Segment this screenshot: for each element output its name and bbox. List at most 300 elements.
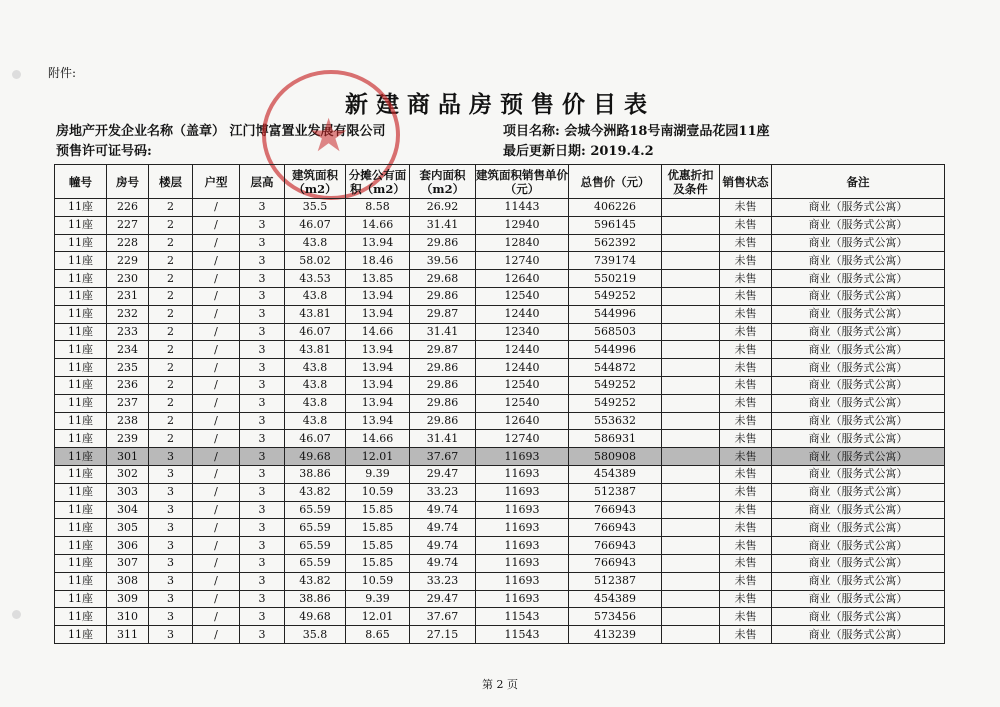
table-cell: 512387 — [569, 572, 662, 590]
table-cell: 11座 — [55, 519, 107, 537]
table-cell: 2 — [149, 305, 193, 323]
table-cell: 3 — [240, 537, 285, 555]
table-cell: 11座 — [55, 287, 107, 305]
table-cell: 商业（服务式公寓） — [772, 199, 945, 217]
table-cell: 未售 — [720, 608, 772, 626]
table-cell: 商业（服务式公寓） — [772, 483, 945, 501]
table-cell: 3 — [240, 341, 285, 359]
table-cell: 549252 — [569, 394, 662, 412]
table-cell: 454389 — [569, 465, 662, 483]
table-cell: 11座 — [55, 608, 107, 626]
table-cell: / — [193, 216, 240, 234]
column-header: 层高 — [240, 165, 285, 199]
table-cell: / — [193, 341, 240, 359]
table-cell: 11543 — [476, 608, 569, 626]
table-cell — [662, 359, 720, 377]
table-cell: 11座 — [55, 216, 107, 234]
table-cell: 31.41 — [410, 323, 476, 341]
page-title: 新建商品房预售价目表 — [345, 91, 655, 118]
table-cell: 商业（服务式公寓） — [772, 608, 945, 626]
table-cell: 26.92 — [410, 199, 476, 217]
table-cell: 2 — [149, 270, 193, 288]
table-header-row — [55, 165, 945, 199]
table-cell: 11座 — [55, 323, 107, 341]
table-cell: 49.74 — [410, 537, 476, 555]
table-cell: 12840 — [476, 234, 569, 252]
table-cell — [662, 305, 720, 323]
table-cell: 3 — [149, 465, 193, 483]
column-header: 分摊公有面积（m2） — [346, 165, 410, 199]
table-cell: 11座 — [55, 572, 107, 590]
table-cell: 29.47 — [410, 465, 476, 483]
table-cell: 未售 — [720, 323, 772, 341]
table-cell: 未售 — [720, 448, 772, 466]
table-cell: 未售 — [720, 270, 772, 288]
table-cell: 228 — [107, 234, 149, 252]
table-row — [55, 270, 945, 288]
table-cell: 12640 — [476, 412, 569, 430]
table-cell: 586931 — [569, 430, 662, 448]
developer-name: 房地产开发企业名称（盖章） 江门博富置业发展有限公司 — [56, 124, 386, 139]
table-cell: 商业（服务式公寓） — [772, 234, 945, 252]
table-cell: 35.8 — [285, 626, 346, 644]
table-cell: 49.68 — [285, 448, 346, 466]
punch-hole-bottom — [12, 610, 21, 619]
table-cell: 3 — [240, 626, 285, 644]
table-cell: 406226 — [569, 199, 662, 217]
table-cell: 3 — [149, 626, 193, 644]
last-updated: 最后更新日期: 2019.4.2 — [503, 144, 654, 159]
table-cell: 301 — [107, 448, 149, 466]
project-name: 项目名称: 会城今洲路18号南湖壹品花园11座 — [503, 124, 770, 139]
table-cell: 13.94 — [346, 341, 410, 359]
table-cell: 商业（服务式公寓） — [772, 626, 945, 644]
table-cell: 232 — [107, 305, 149, 323]
table-cell: 231 — [107, 287, 149, 305]
table-cell: 9.39 — [346, 465, 410, 483]
table-row — [55, 448, 945, 466]
table-cell: 49.68 — [285, 608, 346, 626]
table-cell — [662, 572, 720, 590]
table-cell: 11座 — [55, 199, 107, 217]
table-cell: 12.01 — [346, 608, 410, 626]
table-cell: 11693 — [476, 590, 569, 608]
table-cell — [662, 501, 720, 519]
table-cell: 12440 — [476, 341, 569, 359]
table-cell: 2 — [149, 430, 193, 448]
table-cell: 商业（服务式公寓） — [772, 270, 945, 288]
table-cell: 43.8 — [285, 412, 346, 430]
table-cell: 3 — [240, 430, 285, 448]
table-cell: 512387 — [569, 483, 662, 501]
table-cell: 29.86 — [410, 412, 476, 430]
table-row — [55, 483, 945, 501]
table-cell: 3 — [240, 376, 285, 394]
table-cell: 303 — [107, 483, 149, 501]
table-cell: / — [193, 430, 240, 448]
table-cell: 544996 — [569, 341, 662, 359]
table-cell: 580908 — [569, 448, 662, 466]
table-cell: 43.8 — [285, 359, 346, 377]
page-number: 第 2 页 — [482, 678, 518, 691]
table-cell: 商业（服务式公寓） — [772, 430, 945, 448]
table-cell: 商业（服务式公寓） — [772, 412, 945, 430]
table-cell: 商业（服务式公寓） — [772, 305, 945, 323]
table-row — [55, 287, 945, 305]
table-cell: 3 — [149, 572, 193, 590]
table-cell: 11693 — [476, 519, 569, 537]
table-cell: 2 — [149, 199, 193, 217]
table-cell: 413239 — [569, 626, 662, 644]
table-cell: 33.23 — [410, 572, 476, 590]
table-cell: 3 — [149, 448, 193, 466]
table-cell: 306 — [107, 537, 149, 555]
table-row — [55, 376, 945, 394]
table-cell: 12.01 — [346, 448, 410, 466]
table-cell: 29.86 — [410, 287, 476, 305]
table-cell: 573456 — [569, 608, 662, 626]
table-row — [55, 305, 945, 323]
table-cell: 35.5 — [285, 199, 346, 217]
table-cell: 2 — [149, 234, 193, 252]
table-cell: 12940 — [476, 216, 569, 234]
table-cell: 37.67 — [410, 448, 476, 466]
table-cell — [662, 252, 720, 270]
table-cell: 11座 — [55, 448, 107, 466]
table-cell: 43.81 — [285, 305, 346, 323]
table-cell: 11座 — [55, 554, 107, 572]
table-cell — [662, 323, 720, 341]
table-cell: / — [193, 448, 240, 466]
table-cell: / — [193, 394, 240, 412]
table-cell: 43.81 — [285, 341, 346, 359]
table-cell: 商业（服务式公寓） — [772, 465, 945, 483]
table-cell: 18.46 — [346, 252, 410, 270]
table-cell: / — [193, 252, 240, 270]
table-cell: 商业（服务式公寓） — [772, 501, 945, 519]
table-cell: 13.94 — [346, 394, 410, 412]
table-cell: 3 — [240, 305, 285, 323]
table-cell: 29.87 — [410, 341, 476, 359]
table-cell: 8.65 — [346, 626, 410, 644]
table-cell — [662, 430, 720, 448]
table-cell: 未售 — [720, 216, 772, 234]
table-cell: 12740 — [476, 252, 569, 270]
table-cell: 未售 — [720, 305, 772, 323]
table-cell: 3 — [240, 501, 285, 519]
table-row — [55, 465, 945, 483]
table-cell: 29.68 — [410, 270, 476, 288]
table-cell: / — [193, 305, 240, 323]
table-cell: / — [193, 287, 240, 305]
table-cell: 12740 — [476, 430, 569, 448]
price-table — [54, 164, 945, 644]
table-cell: 544872 — [569, 359, 662, 377]
table-row — [55, 234, 945, 252]
table-cell: 未售 — [720, 554, 772, 572]
table-cell: 11543 — [476, 626, 569, 644]
table-cell: 31.41 — [410, 430, 476, 448]
table-cell: 29.86 — [410, 359, 476, 377]
table-cell: 29.86 — [410, 394, 476, 412]
table-cell — [662, 216, 720, 234]
table-cell — [662, 554, 720, 572]
table-cell: 766943 — [569, 537, 662, 555]
table-cell — [662, 270, 720, 288]
table-cell: 307 — [107, 554, 149, 572]
table-cell: 43.8 — [285, 376, 346, 394]
table-cell: 739174 — [569, 252, 662, 270]
table-cell: 商业（服务式公寓） — [772, 287, 945, 305]
table-cell: 3 — [240, 412, 285, 430]
table-cell: 12540 — [476, 287, 569, 305]
table-cell: 562392 — [569, 234, 662, 252]
table-cell: 15.85 — [346, 519, 410, 537]
table-cell: 未售 — [720, 465, 772, 483]
table-cell: 商业（服务式公寓） — [772, 448, 945, 466]
table-row — [55, 537, 945, 555]
table-cell: 11443 — [476, 199, 569, 217]
table-cell: 3 — [240, 465, 285, 483]
table-cell: 11座 — [55, 430, 107, 448]
table-row — [55, 554, 945, 572]
table-cell: 3 — [240, 270, 285, 288]
table-cell: 3 — [240, 234, 285, 252]
table-cell: 304 — [107, 501, 149, 519]
table-cell: 2 — [149, 252, 193, 270]
table-cell: 14.66 — [346, 216, 410, 234]
table-cell — [662, 394, 720, 412]
table-row — [55, 608, 945, 626]
table-cell: 商业（服务式公寓） — [772, 359, 945, 377]
table-cell: 65.59 — [285, 537, 346, 555]
table-cell — [662, 341, 720, 359]
table-cell: 未售 — [720, 376, 772, 394]
table-cell: 65.59 — [285, 554, 346, 572]
table-cell: 236 — [107, 376, 149, 394]
table-cell: 13.85 — [346, 270, 410, 288]
column-header: 总售价（元） — [569, 165, 662, 199]
table-cell: 27.15 — [410, 626, 476, 644]
table-row — [55, 626, 945, 644]
table-cell: 3 — [240, 572, 285, 590]
table-cell: 3 — [149, 519, 193, 537]
table-cell: 11座 — [55, 501, 107, 519]
table-row — [55, 501, 945, 519]
table-row — [55, 519, 945, 537]
column-header: 套内面积（m2） — [410, 165, 476, 199]
table-cell: 2 — [149, 394, 193, 412]
table-cell: 未售 — [720, 519, 772, 537]
table-cell: 549252 — [569, 287, 662, 305]
table-cell: 11693 — [476, 448, 569, 466]
table-row — [55, 252, 945, 270]
table-cell: 49.74 — [410, 519, 476, 537]
table-cell: 商业（服务式公寓） — [772, 216, 945, 234]
table-cell: 11座 — [55, 234, 107, 252]
table-cell: / — [193, 376, 240, 394]
table-cell: 商业（服务式公寓） — [772, 519, 945, 537]
seal-star-icon: ★ — [308, 108, 350, 162]
column-header: 建筑面积销售单价（元） — [476, 165, 569, 199]
table-cell: 12540 — [476, 394, 569, 412]
table-cell: 未售 — [720, 626, 772, 644]
table-cell: 3 — [240, 590, 285, 608]
table-cell: / — [193, 270, 240, 288]
table-cell: 13.94 — [346, 234, 410, 252]
table-cell: 14.66 — [346, 430, 410, 448]
table-cell: 商业（服务式公寓） — [772, 376, 945, 394]
table-cell — [662, 537, 720, 555]
table-cell: / — [193, 199, 240, 217]
table-cell: 3 — [149, 483, 193, 501]
column-header: 幢号 — [55, 165, 107, 199]
table-cell: 3 — [240, 252, 285, 270]
table-cell: 3 — [149, 590, 193, 608]
table-cell: 544996 — [569, 305, 662, 323]
table-cell: 3 — [240, 608, 285, 626]
table-body — [55, 199, 945, 644]
table-cell: 38.86 — [285, 590, 346, 608]
table-cell: 未售 — [720, 252, 772, 270]
table-cell: 46.07 — [285, 216, 346, 234]
table-cell: / — [193, 323, 240, 341]
table-cell: 2 — [149, 359, 193, 377]
table-cell: / — [193, 519, 240, 537]
table-cell: 15.85 — [346, 554, 410, 572]
table-cell: 3 — [149, 554, 193, 572]
table-cell: 43.8 — [285, 394, 346, 412]
table-cell: 29.47 — [410, 590, 476, 608]
table-cell: 11693 — [476, 537, 569, 555]
table-cell: 11座 — [55, 305, 107, 323]
table-cell: 3 — [240, 287, 285, 305]
table-cell: / — [193, 590, 240, 608]
table-cell: / — [193, 501, 240, 519]
column-header: 优惠折扣及条件 — [662, 165, 720, 199]
table-cell: 12640 — [476, 270, 569, 288]
table-row — [55, 430, 945, 448]
table-row — [55, 216, 945, 234]
table-cell: 227 — [107, 216, 149, 234]
table-cell: 49.74 — [410, 501, 476, 519]
table-cell: 38.86 — [285, 465, 346, 483]
table-cell: 商业（服务式公寓） — [772, 537, 945, 555]
table-cell: 11座 — [55, 359, 107, 377]
table-cell: 43.53 — [285, 270, 346, 288]
table-cell: 11座 — [55, 252, 107, 270]
table-cell: 12540 — [476, 376, 569, 394]
table-cell: 未售 — [720, 359, 772, 377]
table-cell: / — [193, 234, 240, 252]
table-cell: 商业（服务式公寓） — [772, 554, 945, 572]
table-cell: 3 — [240, 394, 285, 412]
table-cell: 237 — [107, 394, 149, 412]
table-cell: 8.58 — [346, 199, 410, 217]
table-cell — [662, 626, 720, 644]
table-cell: 2 — [149, 412, 193, 430]
table-cell: 商业（服务式公寓） — [772, 572, 945, 590]
table-cell: 37.67 — [410, 608, 476, 626]
table-cell: 9.39 — [346, 590, 410, 608]
table-cell: 43.82 — [285, 483, 346, 501]
table-cell: 未售 — [720, 590, 772, 608]
table-cell: 11座 — [55, 590, 107, 608]
table-cell: 商业（服务式公寓） — [772, 590, 945, 608]
table-cell — [662, 199, 720, 217]
table-cell: 12440 — [476, 305, 569, 323]
table-cell: 3 — [240, 323, 285, 341]
table-cell: 29.86 — [410, 234, 476, 252]
table-cell: 10.59 — [346, 572, 410, 590]
table-cell: 11693 — [476, 572, 569, 590]
column-header: 房号 — [107, 165, 149, 199]
table-cell: 3 — [240, 216, 285, 234]
table-cell: 14.66 — [346, 323, 410, 341]
table-cell — [662, 519, 720, 537]
table-cell: 238 — [107, 412, 149, 430]
table-cell: 未售 — [720, 341, 772, 359]
table-cell: / — [193, 572, 240, 590]
table-cell — [662, 234, 720, 252]
table-cell: 11座 — [55, 394, 107, 412]
table-cell: 454389 — [569, 590, 662, 608]
table-cell: 13.94 — [346, 412, 410, 430]
table-cell: 230 — [107, 270, 149, 288]
table-cell: 11693 — [476, 554, 569, 572]
table-cell: 568503 — [569, 323, 662, 341]
table-cell: 11693 — [476, 483, 569, 501]
table-row — [55, 412, 945, 430]
table-cell: / — [193, 626, 240, 644]
table-cell: 305 — [107, 519, 149, 537]
table-cell: 553632 — [569, 412, 662, 430]
table-cell: 未售 — [720, 394, 772, 412]
table-cell: 13.94 — [346, 376, 410, 394]
table-cell: 未售 — [720, 537, 772, 555]
table-cell: 商业（服务式公寓） — [772, 341, 945, 359]
table-cell — [662, 448, 720, 466]
table-cell: 13.94 — [346, 305, 410, 323]
table-cell: 766943 — [569, 519, 662, 537]
table-cell: 未售 — [720, 483, 772, 501]
table-cell: 226 — [107, 199, 149, 217]
table-cell: 15.85 — [346, 501, 410, 519]
table-cell — [662, 483, 720, 501]
table-cell: 12440 — [476, 359, 569, 377]
table-cell: / — [193, 465, 240, 483]
table-cell: 29.86 — [410, 376, 476, 394]
column-header: 销售状态 — [720, 165, 772, 199]
table-cell: 43.82 — [285, 572, 346, 590]
attachment-label: 附件: — [48, 66, 77, 80]
table-cell: 13.94 — [346, 359, 410, 377]
table-cell: 239 — [107, 430, 149, 448]
table-cell: 229 — [107, 252, 149, 270]
table-cell: 3 — [240, 483, 285, 501]
table-cell: 309 — [107, 590, 149, 608]
column-header: 户型 — [193, 165, 240, 199]
table-cell: 15.85 — [346, 537, 410, 555]
table-cell: 311 — [107, 626, 149, 644]
table-cell: 43.8 — [285, 234, 346, 252]
table-cell: 11693 — [476, 465, 569, 483]
table-cell: 11座 — [55, 376, 107, 394]
table-row — [55, 394, 945, 412]
table-row — [55, 199, 945, 217]
column-header: 备注 — [772, 165, 945, 199]
table-cell: 11座 — [55, 270, 107, 288]
